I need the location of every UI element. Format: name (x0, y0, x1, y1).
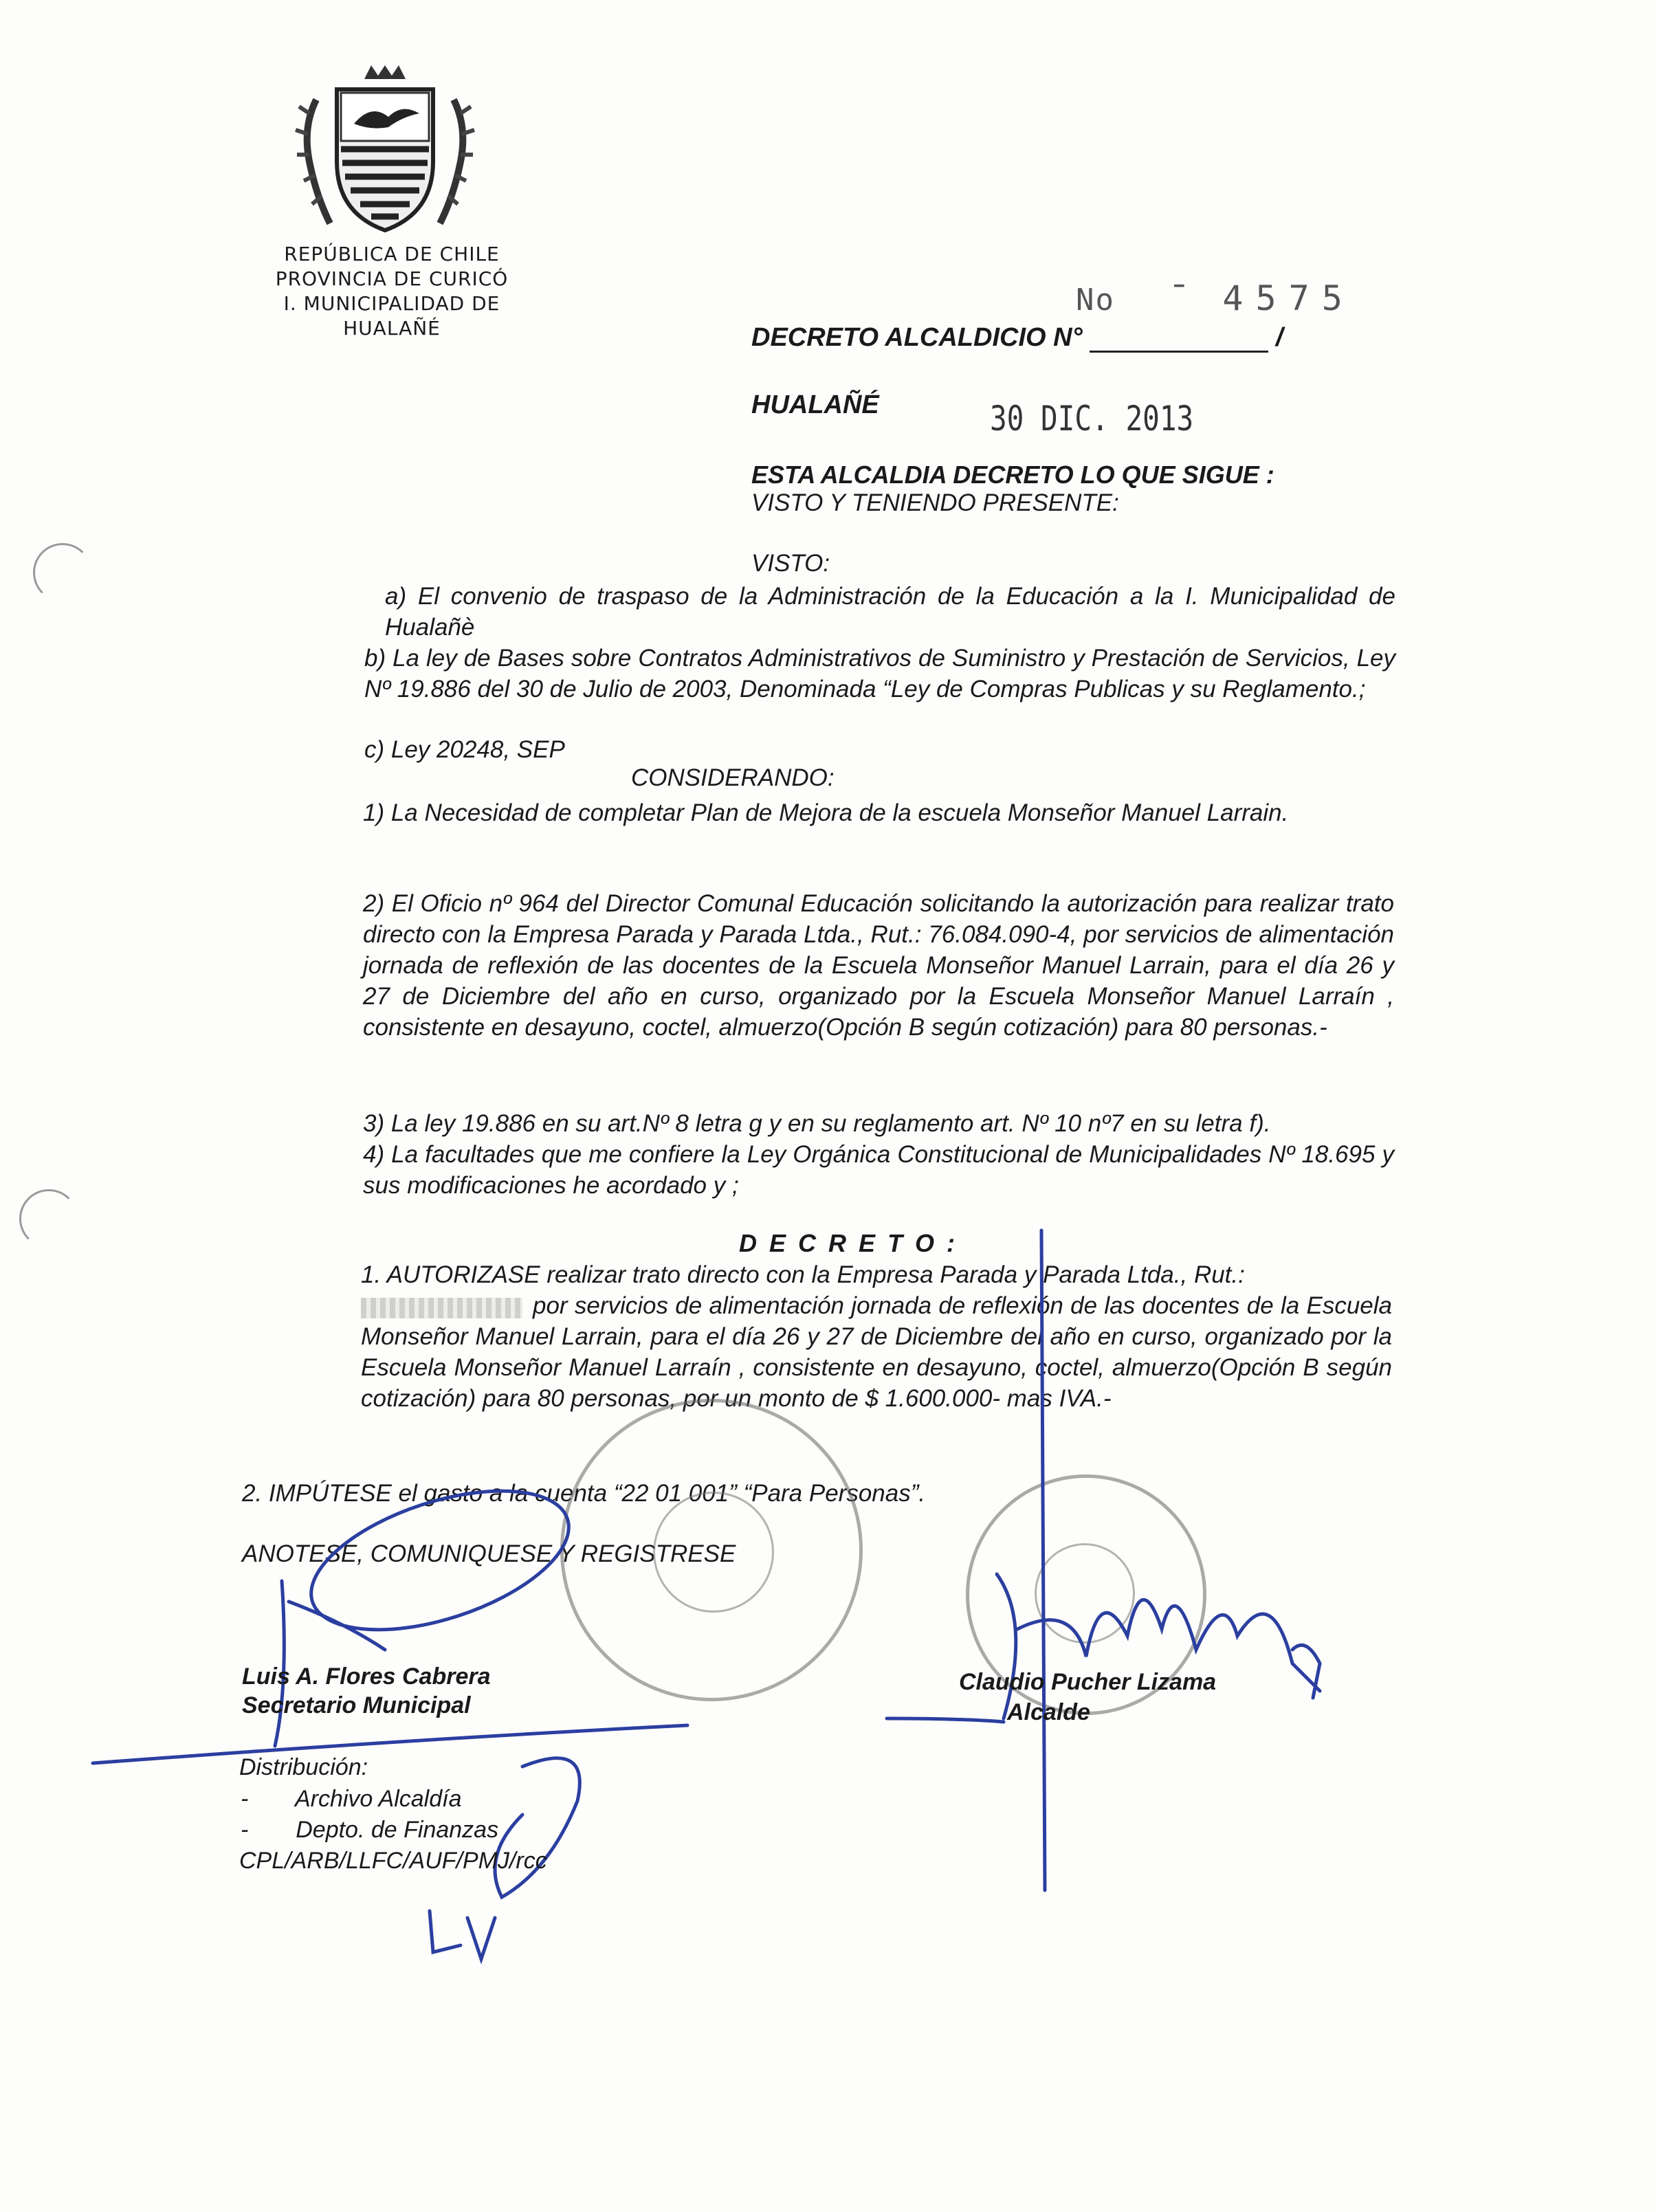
distribution-dash: - (241, 1786, 249, 1812)
mayor-title: Alcalde (1007, 1699, 1090, 1725)
considerando-4: 4) La facultades que me confiere la Ley Orgánica Constitucional de Municipalidades Nº 18.695 y sus modificaciones he acordado y ; (363, 1141, 1394, 1199)
decree-title-slash: / (1275, 323, 1283, 352)
header-republic: REPÚBLICA DE CHILE (284, 243, 500, 265)
distribution-item-2 (241, 1817, 498, 1844)
distribution-item-label: Depto. de Finanzas (296, 1817, 499, 1843)
place-name: HUALAÑÉ (751, 390, 879, 419)
decree-number-stamp: No ¯ 4575 (1076, 278, 1355, 318)
distribution-initials: CPL/ARB/LLFC/AUF/PMJ/rcc (239, 1848, 547, 1874)
number-prefix: No (1076, 283, 1115, 318)
decreto-item1-text: por servicios de alimentación jornada de reflexión de las docentes de la Escuela Monseñor Manuel Larrain, para el día 26 y 27 de Diciembre del año en curso, organizado por la Escuela Monseñor Manuel Larraín , consistente en desayuno, coctel, almuerzo(Opción B según cotización) para 80 personas, por un monto de $ 1.600.000- mas IVA.- (361, 1292, 1392, 1412)
decreto-item1-first-line: 1. AUTORIZASE realizar trato directo con la Empresa Parada y Parada Ltda., Rut.: (361, 1261, 1245, 1288)
mayor-name: Claudio Pucher Lizama (959, 1669, 1217, 1695)
decree-title-label: DECRETO ALCALDICIO N° (751, 323, 1083, 352)
number-value: 4575 (1222, 278, 1355, 318)
header-province: PROVINCIA DE CURICÓ (275, 267, 509, 290)
distribution-heading: Distribución: (239, 1754, 368, 1780)
visto-a: a) El convenio de traspaso de la Administración de la Educación a la I. Municipalidad de Hualañè (385, 583, 1395, 641)
considerando-heading: CONSIDERANDO: (631, 764, 835, 791)
distribution-item-1 (241, 1786, 461, 1813)
header-municipality: I. MUNICIPALIDAD DE HUALAÑÉ (283, 292, 500, 340)
visto-b: b) La ley de Bases sobre Contratos Administrativos de Suministro y Prestación de Servicios, Ley Nº 19.886 del 30 de Julio de 2003, Denominada “Ley de Compras Publicas y su Reglamento.; (364, 645, 1395, 703)
decreto-closing: ANOTESE, COMUNIQUESE Y REGISTRESE (242, 1540, 736, 1567)
considerando-3: 3) La ley 19.886 en su art.Nº 8 letra g y en su reglamento art. Nº 10 nº7 en su letra f). (363, 1110, 1271, 1137)
decreto-item2: 2. IMPÚTESE el gasto a la cuenta “22 01 001” “Para Personas”. (242, 1480, 926, 1507)
visto-c: c) Ley 20248, SEP (364, 736, 565, 763)
distribution-dash: - (241, 1817, 249, 1843)
date-stamp: 30 DIC. 2013 (990, 399, 1194, 439)
visto-heading: VISTO: (751, 550, 830, 577)
secretary-title: Secretario Municipal (242, 1692, 471, 1718)
considerando-2: 2) El Oficio nº 964 del Director Comunal Educación solicitando la autorización para realizar trato directo con la Empresa Parada y Parada Ltda., Rut.: 76.084.090-4, por servicios de alimentación jornada de reflexión de las docentes de la Escuela Monseñor Manuel Larrain, para el día 26 y 27 de Diciembre del año en curso, organizado por la Escuela Monseñor Manuel Larraín , consistente en desayuno, coctel, almuerzo(Opción B según cotización) para 80 personas.- (363, 890, 1394, 1041)
distribution-item-label: Archivo Alcaldía (294, 1786, 462, 1812)
secretary-name: Luis A. Flores Cabrera (242, 1663, 491, 1690)
intro-statement: ESTA ALCALDIA DECRETO LO QUE SIGUE : (751, 461, 1274, 489)
intro-visto: VISTO Y TENIENDO PRESENTE: (751, 489, 1119, 516)
considerando-1: 1) La Necesidad de completar Plan de Mejora de la escuela Monseñor Manuel Larrain. (363, 799, 1289, 826)
decreto-heading: D E C R E T O : (739, 1229, 958, 1257)
